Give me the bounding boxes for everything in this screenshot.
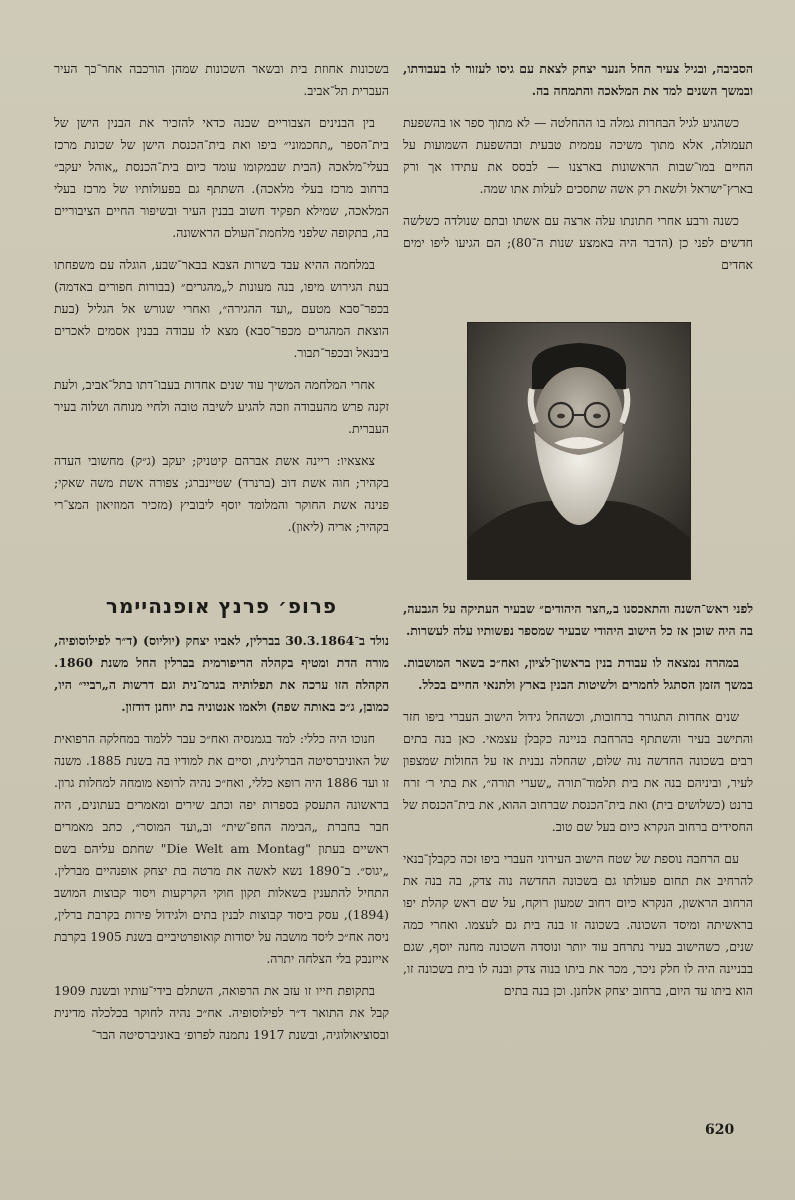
paragraph: במלחמה ההיא עבד בשרות הצבא בבאר־שבע, הוגלה עם משפחתו בעת הגירוש מיפו, בנה מעונות ל„מהגרים״ (בבורות חפורים באדמה) בכפר־סבא מטעם „ועד ההגירה״, ואחרי שגורש אל הגליל (בעת הוצאת המהגרים מכפר־סבא) מצא לו עבודה בבנין אסמים לאכרים ביבנאל ובכפר־תבור. (54, 257, 389, 360)
paragraph: שנים אחדות התגורר ברחובות, וכשהחל גידול הישוב העברי ביפו חזר והתישב בעיר והשתתף בהרחבת בניינה כקבלן עצמאי. כאן בנה בתים רבים בשכונה החדשה נוה שלום, שהחלה נבנית אז על החולות שמצפון לעיר, וביניהם בנה את בית תלמוד־תורה „שערי תורה״, את בתי ר׳ זרח ברנט (כשלושים בית) ואת בית־הכנסת שברחוב ההוא, את בית־הכנסת של החסידים ברחוב הנקרא כיום בעל שם טוב. (403, 709, 753, 834)
paragraph: חנוכו היה כללי: למד בגמנסיה ואח״כ עבר ללמוד במחלקה הרפואית של האוניברסיטה הברלינית, וסיים את למודיו בה בשנת 1885. משנה זו ועד 1886 היה רופא כללי, ואח״כ נהיה לרופא מומחה למחלות גרון. בראשונה התעסק בספרות יפה וכתב שירים ומאמרים בעתונים, היה חבר בחברת „הבימה החפ־שית״ וב„ועד המוסר״, כתב מאמרים ראשיים בעתון "Die Welt am Montag" שחתם עליהם בשם „יגוס״. ב־1890 נשא לאשה את מרטה בת יצחק אופנהיים מברלין. התחיל להתענין בשאלות תקון חוקי הקרקעות ויסוד קבוצות המושב (1894), עסק ביסוד קבוצות לבנין בתים ולגידול פירות בקרבת ברלין, ניסה אח״כ ליסד מושבה על יסודות קואופרטיביים בשנת 1905 בקרבת אייזנבק בלי הצלחה יתרה. (54, 731, 390, 966)
section-title: פרופ׳ פרנץ אופנהיימר (105, 594, 338, 618)
paragraph: בשכונות אחוזת בית ובשאר השכונות שמהן הורכבה אחר־כך העיר העברית תל־אביב. (54, 61, 389, 98)
paragraph: נולד ב־30.3.1864 בברלין, לאביו יצחק (יוליוס) (ד״ר לפילוסופיה, מורה הדת ומטיף בקהלה הריפורמית בברלין החל משנת 1860. הקהלה הזו ערכה את תפלותיה בגרמ־נית וגם דרשות ה„רביי״ היו, כמובן, ג״כ באותה שפה) ולאמו אנטוניה בת יוחנן דודזון. (54, 633, 389, 714)
paragraph: כשנה ורבע אחרי חתונתו עלה ארצה עם אשתו ובתם שנולדה כשלשה חדשים לפני כן (הדבר היה באמצע שנות ה־80); הם הגיעו ליפו ימים אחדים (403, 213, 753, 272)
left-column (54, 58, 389, 548)
right-column-lower (403, 598, 753, 1012)
paragraph: כשהגיע לגיל הבחרות גמלה בו ההחלטה — לא מתוך ספר או בהשפעת תעמולה, אלא מתוך משיכה עממית טבעית ובהשפעת השמועות על החיים במו־שבות הראשונות בארצנו — לבסס את עתידו אך ורק בארץ־ישראל ולשאת רק אשה שתסכים לעלות אתו שמה. (403, 115, 753, 196)
paragraph: אחרי המלחמה המשיך עוד שנים אחדות בעבו־דתו בתל־אביב, ולעת זקנה פרש מהעבודה וזכה להגיע לשיבה טובה ולחיי מנוחה ושלוה בעיר העברית. (54, 377, 389, 436)
paragraph: בין הבנינים הצבוריים שבנה כדאי להזכיר את הבנין הישן של בית־הספר „תחכמוני״ ביפו ואת בית־הכנסת הישן של שכונת מרכז בעלי־מלאכה (הבית שבמקומו עומד כיום בית־הכנסת „אוהל יעקב״ ברחוב מרכז בעלי מלאכה). השתתף גם בפעולותיו של מרכז בעלי המלאכה, שמילא תפקיד חשוב בבנין העיר ובשיפור החיים הציבוריים בה, בתקופה שלפני מלחמת־העולם הראשונה. (54, 115, 389, 240)
descendants-paragraph: צאצאיו: ריינה אשת אברהם קיטניק; יעקב (ג״ק) מחשובי העדה בקהיר; חוה אשת דוב (ברנרד) שטיינברג; צפורה אשת משה שאקי; פנינה אשת החוקר והמלומד יוסף ליבוביץ (מזכיר המוזיאון המצ־רי בקהיר; אריה (ליאון). (54, 453, 389, 534)
left-column-lower (54, 630, 389, 1056)
portrait-image (468, 323, 690, 579)
paragraph: במהרה נמצאה לו עבודת בנין בראשון־לציון, ואח״כ בשאר המושבות. במשך הזמן הסתגל לחמרים ולשיטות הבנין בארץ ולתנאי החיים בכלל. (403, 655, 753, 692)
page-number: 620 (705, 1122, 735, 1138)
paragraph: לפני ראש־השנה והתאכסנו ב„חצר היהודים״ שבעיר העתיקה על הגבעה, בה היה שוכן אז כל הישוב היהודי שבעיר שמספר נפשותיו עלה לעשרות. (403, 601, 753, 638)
right-column (403, 58, 753, 286)
paragraph: הסביבה, ובגיל צעיר החל הנער יצחק לצאת עם גיסו לעזור לו בעבודתו, ובמשך השנים למד את המלאכה והתמחה בה. (403, 61, 753, 98)
paragraph: בתקופת חייו זו עזב את הרפואה, השתלם בידי־עותיו ובשנת 1909 קבל את התואר ד״ר לפילוסופיה. אח״כ נהיה לחוקר בכלכלה מדינית ובסוציאולוגיה, ובשנת 1917 נתמנה לפרופ׳ באוניברסיטה הבר־ (54, 983, 389, 1042)
paragraph: עם הרחבה נוספת של שטח הישוב העירוני העברי ביפו זכה כקבלן־בנאי להרחיב את תחום פעולתו גם בשכונה החדשה נוה צדק, בה בנה את הרחוב הראשון, הנקרא כיום רחוב שמעון רוקח, על שם ראש קהלת יפו בראשיתה ומיסד השכונה. בשכונה זו בנה בית גם לעצמו. ואחרי כמה שנים, כשהישוב בעיר נתרחב עוד יותר ונוסדה השכונה מחנה יוסף, שגם בבניינה היה לו חלק ניכר, מכר את ביתו בנוה צדק ובנה לו בית בשכונה זו, הוא ביתו עד היום, ברחוב יצחק אלחנן. וכן בנה בתים (403, 851, 753, 998)
portrait-photo (467, 322, 691, 580)
